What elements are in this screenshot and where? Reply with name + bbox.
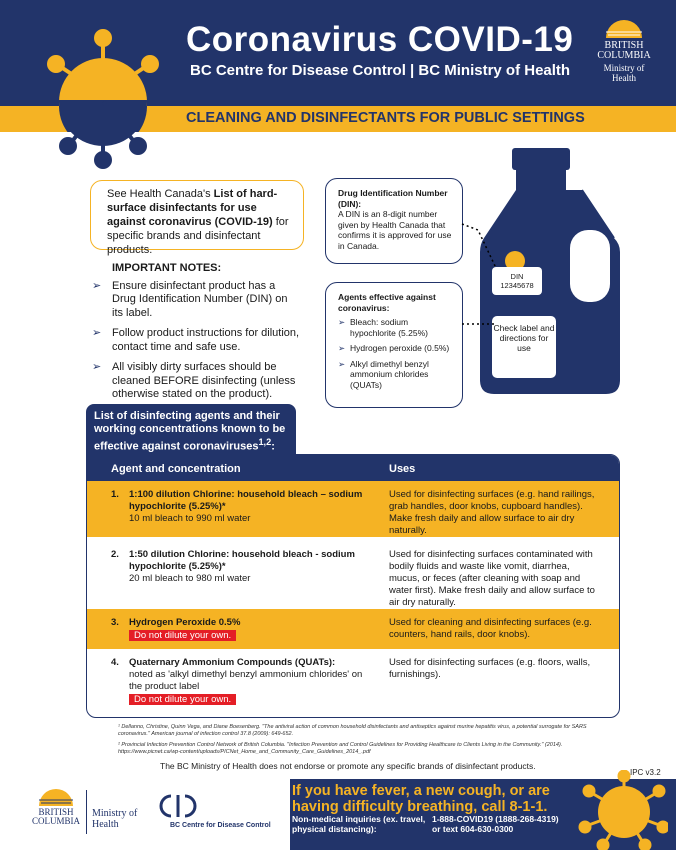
connector-lines (460, 220, 520, 340)
virus-icon (40, 20, 170, 106)
disinfectant-table (86, 454, 620, 718)
version-label: IPC v3.2 (630, 768, 661, 777)
fever-notice: If you have fever, a new cough, or are having difficulty breathing, call 8-1-1. (292, 783, 550, 815)
divider (86, 790, 87, 834)
warning-badge: Do not dilute your own. (129, 694, 236, 705)
table-title: List of disinfecting agents and their working concentrations known to be effective against coronaviruses$^{1,2}$: (86, 404, 296, 456)
bottle-din-label: DIN 12345678 (492, 267, 542, 295)
bc-government-logo: BRITISH COLUMBIA Ministry of Health (596, 18, 652, 83)
section-title: CLEANING AND DISINFECTANTS FOR PUBLIC SETTINGS (186, 110, 585, 126)
page-subtitle: BC Centre for Disease Control | BC Ministry of Health (190, 62, 571, 79)
disclaimer: The BC Ministry of Health does not endorse or promote any specific brands of disinfectant products. (160, 761, 536, 771)
arrow-bullet-icon: ➢ (92, 279, 102, 292)
intro-callout: See Health Canada's List of hard-surface disinfectants for use against coronavirus (COVID-19) for specific brands and disinfectant products. (90, 180, 304, 250)
warning-badge: Do not dilute your own. (129, 630, 236, 641)
reference-item[interactable]: ² Provincial Infection Prevention Control Network of British Columbia. "Infection Prevention and Control Guidelines for Providing Healthcare to Clients Living in the Community." (2014). https://www.picnet.ca/wp-content/uploads/PICNet_Home_and_Community_Care_Guidelines_2014_.pdf (118, 742, 563, 755)
agents-heading: Agents effective against coronavirus: (338, 292, 436, 313)
table-row: 3. Hydrogen Peroxide 0.5% Do not dilute your own. Used for cleaning and disinfecting surfaces (e.g. counters, hand rails, door knobs). (87, 609, 619, 649)
note-item: ➢ All visibly dirty surfaces should be cleaned BEFORE disinfecting (unless otherwise stated on the product). (92, 361, 296, 400)
col-header-uses: Uses (389, 463, 416, 475)
notes-heading: IMPORTANT NOTES: (112, 262, 222, 274)
din-callout (325, 178, 463, 264)
agent-item: ➢ Hydrogen peroxide (0.5%) (338, 343, 450, 353)
note-item: ➢ Follow product instructions for dilution, contact time and safe use. (92, 327, 300, 353)
phone-number[interactable]: 1-888-COVID19 (1888-268-4319) (432, 814, 559, 824)
table-row: 1. 1:100 dilution Chlorine: household bleach – sodium hypochlorite (5.25%)* 10 ml bleach to 990 ml water Used for disinfecting surfaces (e.g. hand railings, grab handles, door knobs, cupboard handles). Make fresh daily and allow surface to air dry naturally. (87, 481, 619, 537)
arrow-bullet-icon: ➢ (92, 361, 102, 373)
important-notes (90, 262, 300, 409)
din-text: A DIN is an 8-digit number given by Health Canada that confirms it is approved for use in Canada. (338, 209, 452, 251)
arrow-bullet-icon: ➢ (338, 358, 346, 369)
text-number[interactable]: or text 604-630-0300 (432, 824, 514, 834)
page-title: Coronavirus COVID-19 (186, 20, 574, 59)
references (118, 724, 618, 760)
agents-callout (325, 282, 463, 408)
virus-overlap-icon (59, 106, 149, 132)
arrow-bullet-icon: ➢ (338, 343, 346, 353)
table-row: 4. Quaternary Ammonium Compounds (QUATs): noted as 'alkyl dimethyl benzyl ammonium chlorides' on the product label Do not dilute your own. Used for disinfecting surfaces (e.g. floors, walls, furnishings). (111, 657, 591, 705)
table-row: 2. 1:50 dilution Chlorine: household bleach - sodium hypochlorite (5.25%)* 20 ml bleach to 980 ml water Used for disinfecting surfaces contaminated with bodily fluids and waste like vomit, diarrhea, mucus, or feces (after cleaning with soap and water first). Make fresh daily and allow surface to air dry naturally. (111, 549, 595, 608)
agent-item: ➢ Alkyl dimethyl benzyl ammonium chlorides (QUATs) (338, 358, 429, 390)
note-item: ➢ Ensure disinfectant product has a Drug Identification Number (DIN) on its label. (92, 279, 288, 319)
arrow-bullet-icon: ➢ (92, 327, 102, 339)
arrow-bullet-icon: ➢ (338, 317, 346, 327)
ministry-of-health-label: Ministry of Health (92, 808, 138, 830)
agent-item: ➢ Bleach: sodium hypochlorite (5.25%) (338, 317, 428, 338)
bc-government-logo: BRITISH COLUMBIA (30, 788, 82, 826)
reference-item: ¹ Dellanno, Christine, Quinn Vega, and Diane Boesenberg. "The antiviral action of common household disinfectants and antiseptics against murine hepatitis virus, a potential surrogate for SARS coronavirus." American journal of infection control 37.8 (2009): 649-652. (118, 724, 587, 737)
virus-icon (578, 770, 668, 850)
table-header (87, 455, 619, 481)
bottle-check-label: Check label and directions for use (492, 316, 556, 378)
din-heading: Drug Identification Number (DIN): (338, 188, 448, 209)
sun-icon (36, 788, 76, 806)
bccdc-name: BC Centre for Disease Control (170, 822, 271, 829)
sun-icon (602, 18, 646, 38)
col-header-agent: Agent and concentration (111, 463, 241, 475)
header-banner (0, 0, 676, 106)
bccdc-logo-icon (153, 792, 203, 820)
health-canada-link[interactable]: List of hard-surface disinfectants for use against coronavirus (COVID-19) (107, 188, 278, 228)
